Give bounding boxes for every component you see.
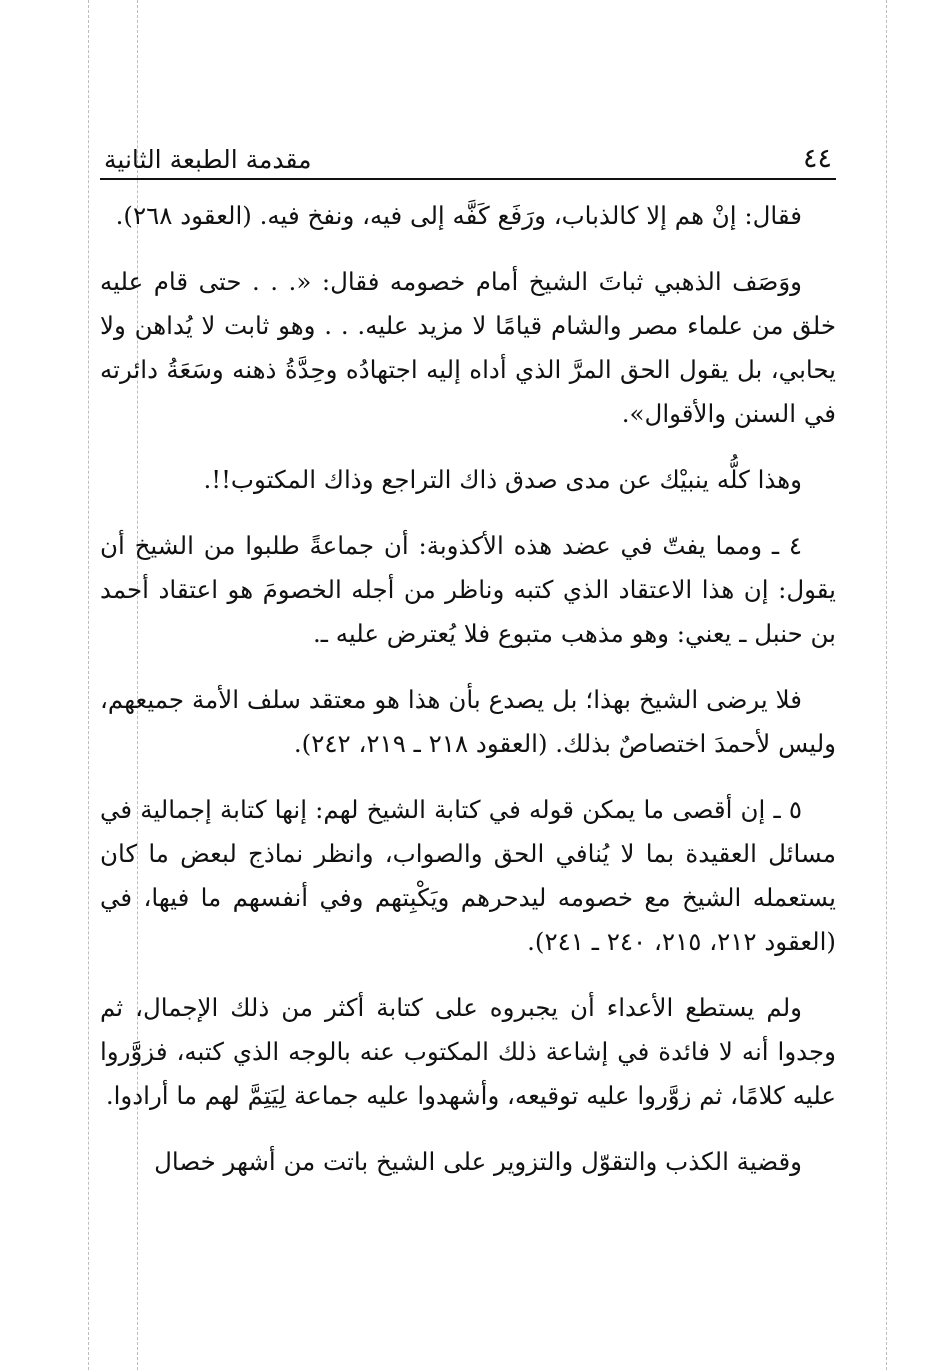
running-head [100, 128, 836, 180]
section-title: مقدمة الطبعة الثانية [104, 145, 312, 174]
paragraph: وقضية الكذب والتقوّل والتزوير على الشيخ باتت من أشهر خصال [154, 1147, 802, 1176]
paragraph: ووَصَف الذهبي ثباتَ الشيخ أمام خصومه فقال: «. . . حتى قام عليه خلق من علماء مصر والشام قيامًا لا مزيد عليه. . . وهو ثابت لا يُداهن ولا يحابي، بل يقول الحق المرَّ الذي أداه إليه اجتهادُه وحِدَّةُ ذهنه وسَعَةُ دائرته في السنن والأقوال». [100, 267, 836, 428]
page-number: ٤٤ [802, 143, 832, 174]
body-text [100, 194, 836, 1184]
paragraph: ٤ ـ ومما يفتّ في عضد هذه الأكذوبة: أن جماعةً طلبوا من الشيخ أن يقول: إن هذا الاعتقاد الذي كتبه وناظر من أجله الخصومَ هو اعتقاد أحمد بن حنبل ـ يعني: وهو مذهب متبوع فلا يُعترض عليه ـ. [100, 531, 836, 648]
paragraph: وهذا كلُّه ينبيْك عن مدى صدق ذاك التراجع وذاك المكتوب!!. [203, 465, 802, 494]
book-page [100, 128, 836, 1206]
margin-guide-right [886, 0, 887, 1370]
paragraph: فقال: إنْ هم إلا كالذباب، ورَفَع كَفَّه إلى فيه، ونفخ فيه. (العقود ٢٦٨). [115, 201, 802, 230]
paragraph: ٥ ـ إن أقصى ما يمكن قوله في كتابة الشيخ لهم: إنها كتابة إجمالية في مسائل العقيدة بما لا يُنافي الحق والصواب، وانظر نماذج لبعض ما كان يستعمله الشيخ مع خصومه ليدحرهم ويَكْبِتهم وفي أنفسهم ما فيها، في (العقود ٢١٢، ٢١٥، ٢٤٠ ـ ٢٤١). [100, 795, 836, 956]
paragraph: ولم يستطع الأعداء أن يجبروه على كتابة أكثر من ذلك الإجمال، ثم وجدوا أنه لا فائدة في إشاعة ذلك المكتوب عنه بالوجه الذي كتبه، فزوَّروا عليه كلامًا، ثم زوَّروا عليه توقيعه، وأشهدوا عليه جماعة لِيَتِمَّ لهم ما أرادوا. [100, 993, 836, 1110]
margin-guide-left [88, 0, 89, 1370]
paragraph: فلا يرضى الشيخ بهذا؛ بل يصدع بأن هذا هو معتقد سلف الأمة جميعهم، وليس لأحمدَ اختصاصٌ بذلك. (العقود ٢١٨ ـ ٢١٩، ٢٤٢). [100, 685, 836, 758]
